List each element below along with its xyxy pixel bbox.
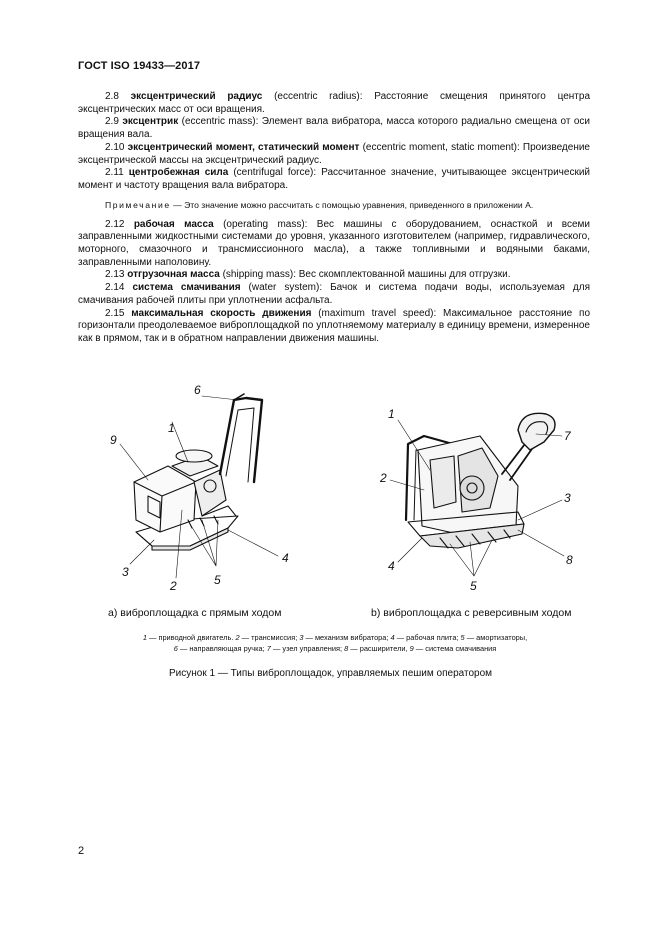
callout-a-1: 1 [168, 421, 175, 435]
caption-reversible: b) виброплощадка с реверсивным ходом [371, 607, 572, 619]
figure-title: Рисунок 1 — Типы виброплощадок, управляемых пешим оператором [168, 668, 493, 679]
callout-a-4: 4 [282, 551, 289, 565]
figure-1 [78, 370, 590, 610]
legend-item: 1 — приводной двигатель. [142, 633, 234, 642]
legend-item: 9 — система смачивания [409, 644, 497, 653]
definition-2-12: 2.12 рабочая масса (operating mass): Вес машины с оборудованием, оснасткой и всеми заправленными жидкостными системами до уровня, указанного изготовителем (например, гидравлического, моторного, смазочного и трансмиссионного масла), а также топливными и водяными баками, заправленными наполовину. [78, 218, 591, 268]
reversible-compactor-drawing [390, 413, 564, 576]
definition-2-9: 2.9 эксцентрик (eccentric mass): Элемент вала вибратора, масса которого радиально смещена от оси вращения вала. [78, 116, 590, 141]
legend-item: 2 — трансмиссия; [235, 633, 298, 642]
callout-a-6: 6 [194, 383, 201, 397]
callout-b-7: 7 [564, 429, 571, 443]
note: Примечание — Это значение можно рассчитать с помощью уравнения, приведенного в приложении А. [105, 199, 534, 210]
legend-item: 6 — направляющая ручка; [173, 644, 265, 653]
legend-item: 3 — механизм вибратора; [299, 633, 389, 642]
callout-a-5: 5 [214, 573, 221, 587]
caption-forward: a) виброплощадка с прямым ходом [108, 607, 282, 619]
definition-2-11: 2.11 центробежная сила (centrifugal force): Рассчитанное значение, учитывающее эксцентрический момент и частоту вращения вала вибратора. [78, 167, 590, 191]
callout-a-3: 3 [122, 565, 129, 579]
definition-2-8: 2.8 эксцентрический радиус (eccentric radius): Расстояние смещения принятого центра эксцентрических масс от оси вращения. [78, 91, 591, 115]
callout-a-9: 9 [110, 433, 117, 447]
callout-b-1: 1 [388, 407, 395, 421]
figure-legend [90, 632, 580, 654]
callout-b-5: 5 [470, 579, 477, 593]
forward-compactor-drawing [120, 394, 278, 578]
callout-b-8: 8 [566, 553, 573, 567]
legend-item: 7 — узел управления; [266, 644, 343, 653]
legend-item: 4 — рабочая плита; [390, 633, 459, 642]
legend-item: 5 — амортизаторы, [460, 633, 528, 642]
definition-2-13: 2.13 отгрузочная масса (shipping mass): Вес скомплектованной машины для отгрузки. [105, 269, 511, 281]
callout-b-4: 4 [388, 559, 395, 573]
definition-2-10: 2.10 эксцентрический момент, статический момент (eccentric moment, static moment): Произведение эксцентрической массы на эксцентрический радиус. [78, 141, 590, 166]
page-number: 2 [78, 845, 85, 857]
legend-item: 8 — расширители, [344, 644, 408, 653]
definition-2-14: 2.14 система смачивания (water system): Бачок и система подачи воды, используемая для смачивания рабочей плиты при уплотнении асфальта. [78, 282, 590, 306]
callout-b-3: 3 [564, 491, 571, 505]
definition-2-15: 2.15 максимальная скорость движения (maximum travel speed): Максимальное расстояние по горизонтали преодолеваемое виброплощадкой по уплотняемому материалу в единицу времени, измеренное как в прямом, так и в обратном направлении движения машины. [78, 307, 591, 344]
figure-drawing [78, 370, 590, 610]
callout-b-2: 2 [380, 471, 387, 485]
document-header: ГОСТ ISO 19433—2017 [78, 60, 201, 72]
callout-a-2: 2 [170, 579, 177, 593]
body-text [78, 91, 590, 346]
